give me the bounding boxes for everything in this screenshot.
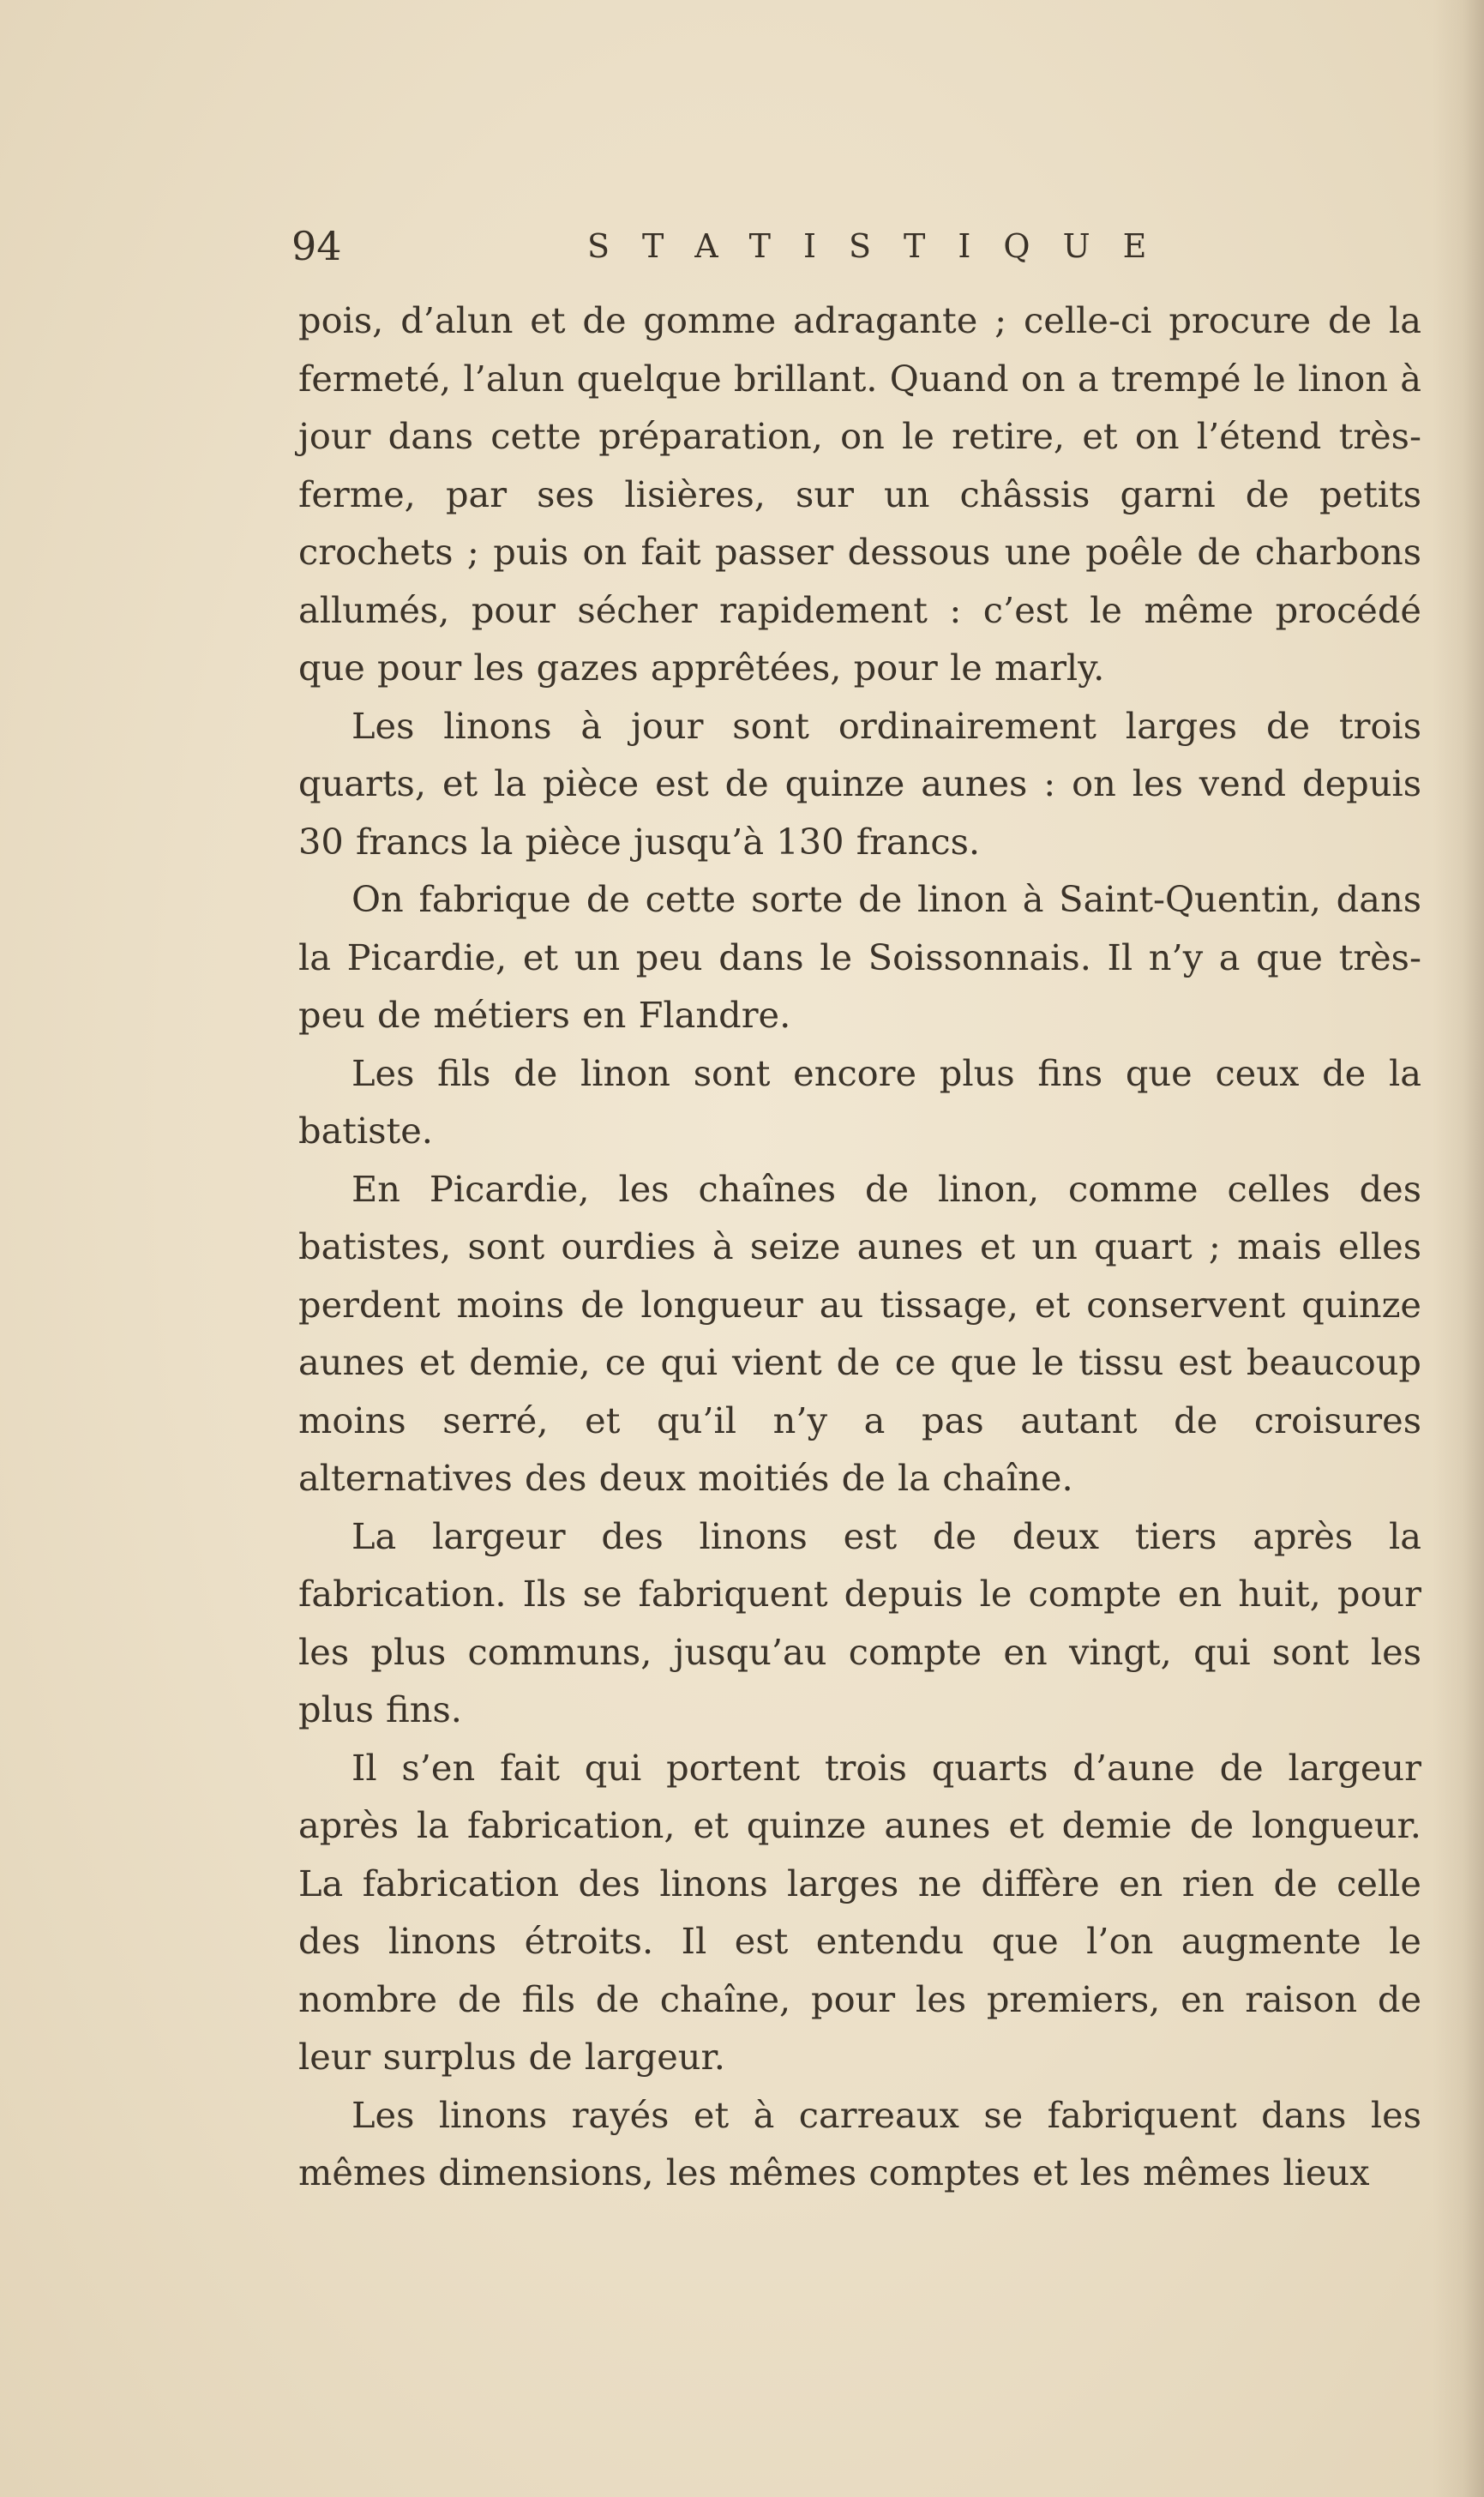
paragraph: Les linons rayés et à carreaux se fabriquent dans les mêmes dimensions, les mêmes comptes et les mêmes lieux (298, 2093, 1421, 2193)
running-title: STATISTIQUE (587, 227, 1180, 265)
paragraph: Il s’en fait qui portent trois quarts d’aune de largeur après la fabrication, et quinze aunes et demie de longueur. La fabrication des linons larges ne diffère en rien de celle des linons étroits. Il est entendu que l’on augmente le nombre de fils de chaîne, pour les premiers, en raison de leur surplus de largeur. (298, 1746, 1421, 2078)
page-edge-shadow (1433, 0, 1484, 2497)
paragraph: On fabrique de cette sorte de linon à Saint-Quentin, dans la Picardie, et un peu dans le Soissonnais. Il n’y a que très-peu de métiers en Flandre. (298, 878, 1421, 1036)
paragraph: Les fils de linon sont encore plus fins que ceux de la batiste. (298, 1051, 1421, 1152)
page-number: 94 (291, 223, 342, 269)
paragraph: La largeur des linons est de deux tiers après la fabrication. Ils se fabriquent depuis le compte en huit, pour les plus communs, jusqu’au compte en vingt, qui sont les plus fins. (298, 1514, 1421, 1730)
paragraph: Les linons à jour sont ordinairement larges de trois quarts, et la pièce est de quinze aunes : on les vend depuis 30 francs la pièce jusqu’à 130 francs. (298, 704, 1421, 863)
body-text (298, 292, 1421, 2202)
paragraph: En Picardie, les chaînes de linon, comme celles des batistes, sont ourdies à seize aunes et un quart ; mais elles perdent moins de longueur au tissage, et conservent quinze aunes et demie, ce qui vient de ce que le tissu est beaucoup moins serré, et qu’il n’y a pas autant de croisures alternatives des deux moitiés de la chaîne. (298, 1167, 1421, 1499)
page-header (291, 216, 1432, 276)
paragraph-continuation: pois, d’alun et de gomme adragante ; celle-ci procure de la fermeté, l’alun quelque brillant. Quand on a trempé le linon à jour dans cette préparation, on le retire, et on l’étend très-ferme, par ses lisières, sur un châssis garni de petits crochets ; puis on fait passer dessous une poêle de charbons allumés, pour sécher rapidement : c’est le même procédé que pour les gazes apprêtées, pour le marly. (298, 299, 1421, 689)
